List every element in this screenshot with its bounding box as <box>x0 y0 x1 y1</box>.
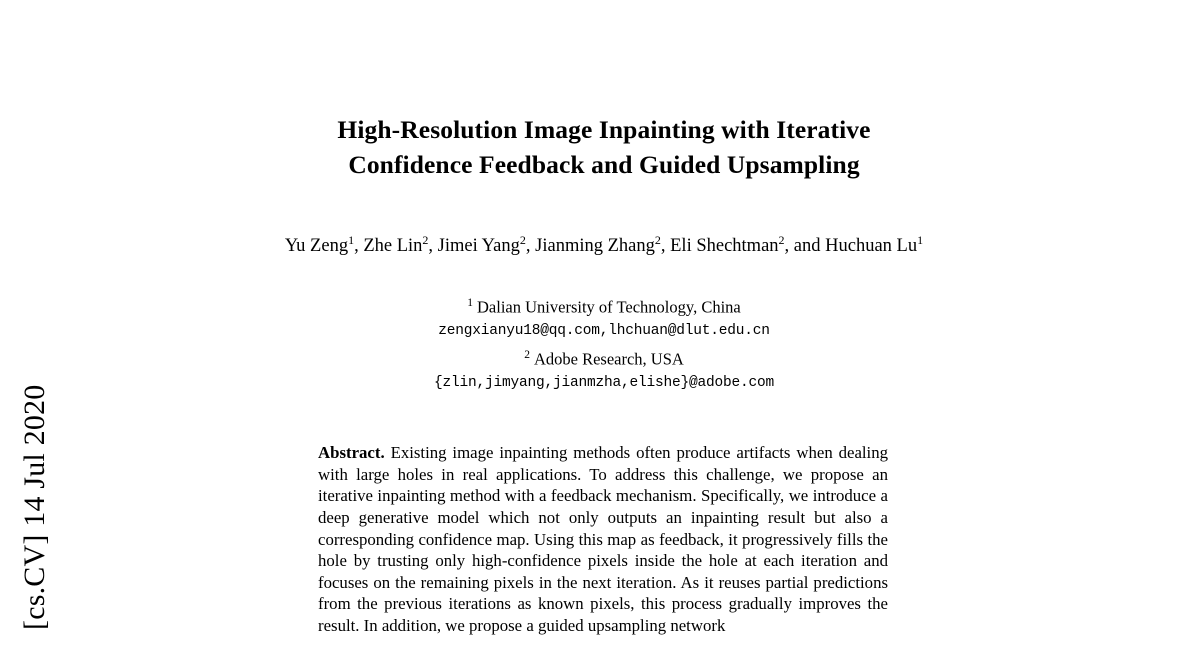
author-name: Zhe Lin <box>363 236 423 257</box>
author-separator: , <box>428 236 438 257</box>
paper-title <box>248 112 960 182</box>
author-name: Huchuan Lu <box>825 236 918 257</box>
affiliation-2-emails: {zlin,jimyang,jianmzha,elishe}@adobe.com <box>433 374 775 391</box>
affiliation-2 <box>248 344 960 371</box>
affiliation-1-text: Dalian University of Technology, China <box>477 297 741 317</box>
paper-title-line-2: Confidence Feedback and Guided Upsampling <box>348 150 860 179</box>
affiliation-2-text: Adobe Research, USA <box>533 349 684 369</box>
abstract-label: Abstract. <box>318 443 385 463</box>
affiliation-1-emails: zengxianyu18@qq.com,lhchuan@dlut.edu.cn <box>438 323 770 340</box>
affiliation-2-marker: 2 <box>524 348 530 361</box>
author-affiliation-marker: 2 <box>654 233 661 247</box>
affiliation-1-marker: 1 <box>467 297 474 310</box>
abstract-section <box>318 442 888 636</box>
author-affiliation-marker: 1 <box>348 233 355 247</box>
author-name: Jianming Zhang <box>535 236 655 257</box>
author-separator: , <box>354 236 364 257</box>
author-affiliation-marker: 2 <box>422 233 429 247</box>
author-affiliation-marker: 1 <box>917 233 924 247</box>
author-list <box>248 227 960 260</box>
author-name: Eli Shechtman <box>670 236 779 257</box>
affiliation-1 <box>248 292 960 319</box>
author-affiliation-marker: 2 <box>519 233 526 247</box>
author-separator: , and <box>784 236 821 257</box>
arxiv-identifier-stamp <box>0 0 70 648</box>
author-separator: , <box>660 236 671 257</box>
affiliation-block <box>248 292 960 394</box>
arxiv-stamp-text: [cs.CV] 14 Jul 2020 <box>18 384 51 630</box>
paper-title-line-1: High-Resolution Image Inpainting with Iterative <box>337 115 871 144</box>
abstract-text: Existing image inpainting methods often produce artifacts when dealing with large holes in real applications. To address this challenge, we propose an iterative inpainting method with a feedback mechanism. Specifically, we introduce a deep generative model which not only outputs an inpainting result but also a corresponding confidence map. Using this map as feedback, it progressively fills the hole by trusting only high-confidence pixels inside the hole at each iteration and focuses on the remaining pixels in the next iteration. As it reuses partial predictions from the previous iterations as known pixels, this process gradually improves the result. In addition, we propose a guided upsampling network <box>318 443 889 635</box>
author-affiliation-marker: 2 <box>778 233 785 247</box>
paper-page <box>248 0 960 648</box>
author-name: Jimei Yang <box>437 236 520 257</box>
author-name: Yu Zeng <box>284 236 349 257</box>
author-separator: , <box>525 236 536 257</box>
